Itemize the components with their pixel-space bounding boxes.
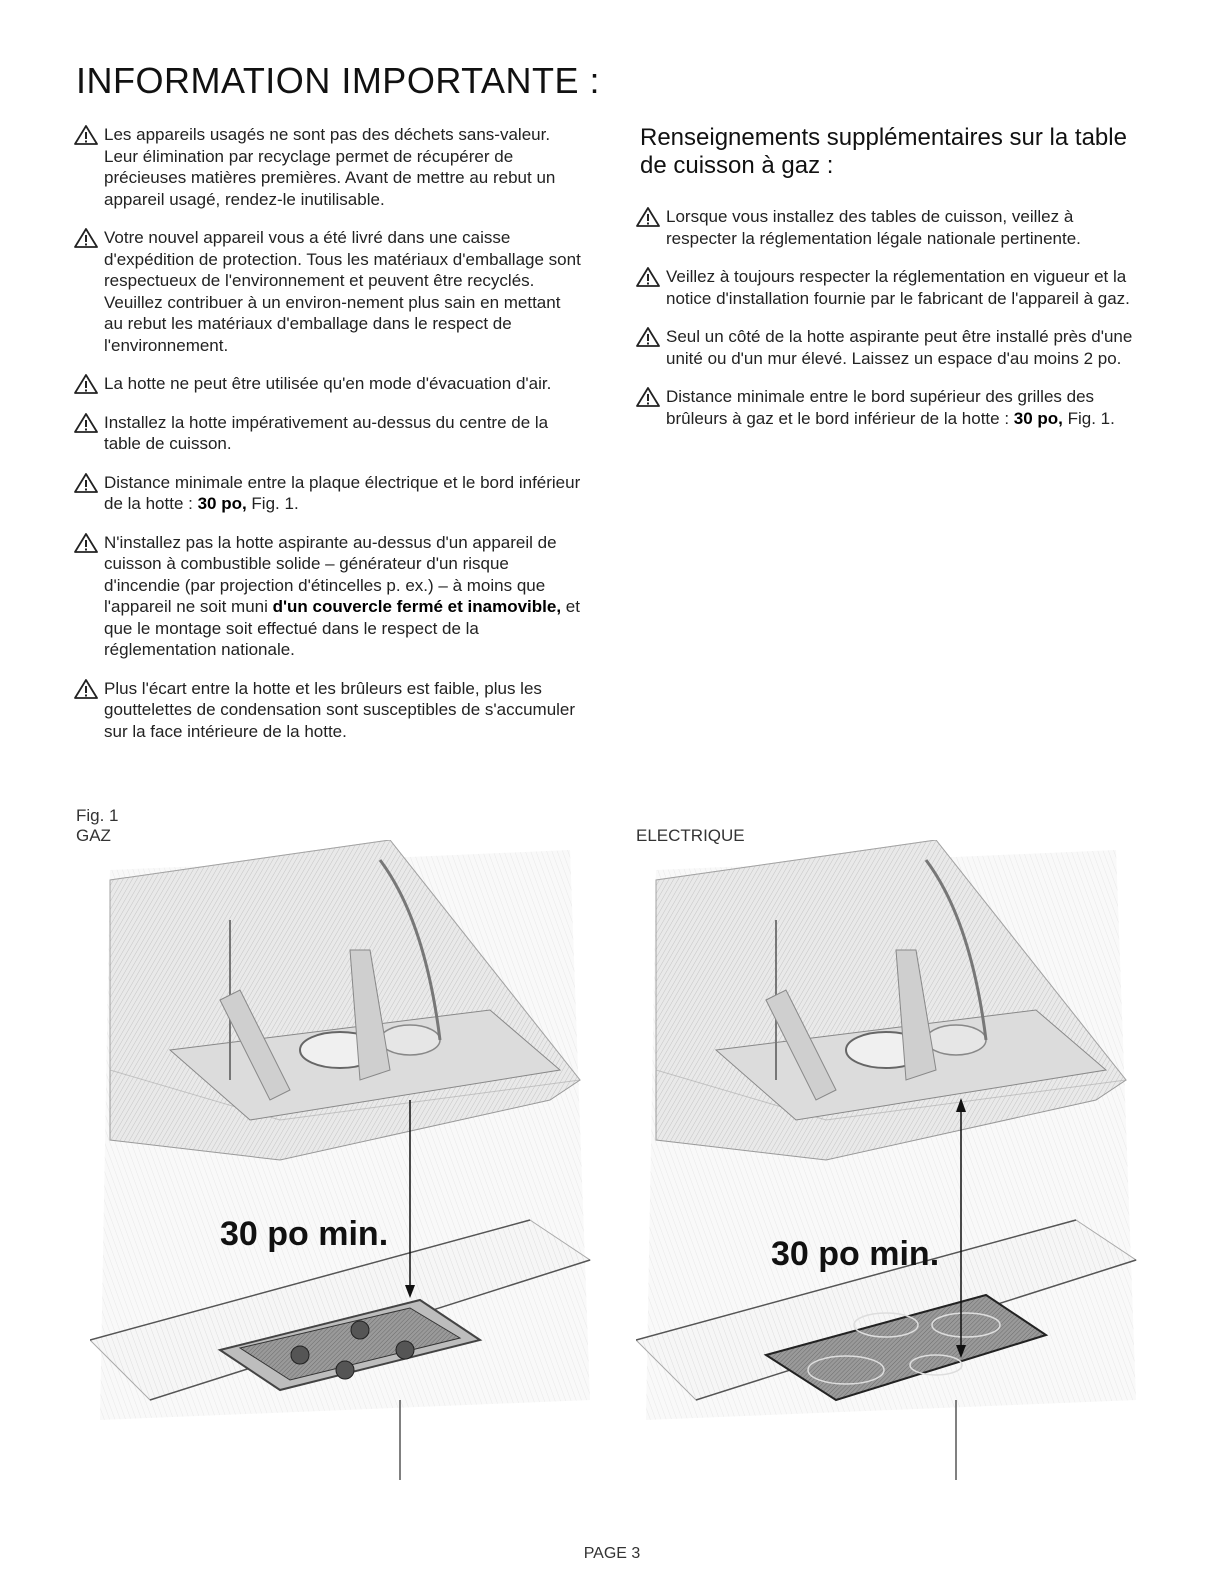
warning-text: Installez la hotte impérativement au-dessus du centre de la table de cuisson. — [104, 412, 549, 453]
warning-text — [666, 387, 1115, 428]
warning-triangle-icon — [74, 124, 98, 146]
warning-triangle-icon — [74, 412, 98, 434]
warning-text-bold: 30 po, — [197, 494, 247, 513]
warning-text: La hotte ne peut être utilisée qu'en mode d'évacuation d'air. — [104, 374, 552, 393]
gas-cooktop-illustration — [90, 840, 610, 1490]
warning-item — [74, 678, 584, 743]
warning-item — [636, 386, 1146, 429]
warning-triangle-icon — [74, 373, 98, 395]
warning-text-before: Distance minimale entre le bord supérieur des grilles des brûleurs à gaz et le bord inférieur de la hotte : — [666, 387, 1095, 428]
figure-caption: Fig. 1 — [76, 806, 119, 825]
right-warning-list — [636, 206, 1146, 429]
warning-text: Lorsque vous installez des tables de cuisson, veillez à respecter la réglementation légale nationale pertinente. — [666, 207, 1081, 248]
warning-text-before: N'installez pas la hotte aspirante au-dessus d'un appareil de cuisson à combustible solide – générateur d'un risque d'incendie (par projection d'étincelles p. ex.) – à moins que l'appareil ne soit muni — [104, 532, 557, 616]
warning-text-after: Fig. 1. — [1062, 408, 1115, 428]
warning-triangle-icon — [74, 532, 98, 554]
figure-label-gas: GAZ — [76, 826, 111, 845]
warning-triangle-icon — [636, 206, 660, 228]
electric-cooktop-illustration — [636, 840, 1156, 1490]
warning-triangle-icon — [636, 386, 660, 408]
page-title: INFORMATION IMPORTANTE : — [76, 60, 600, 101]
warning-item — [74, 532, 584, 661]
figure-label-electric: ELECTRIQUE — [636, 826, 745, 845]
warning-text — [104, 533, 580, 660]
warning-item — [74, 472, 584, 515]
warning-item — [636, 206, 1146, 249]
warning-triangle-icon — [636, 266, 660, 288]
warning-item — [636, 266, 1146, 309]
warning-item — [74, 412, 584, 455]
warning-item — [74, 227, 584, 356]
warning-text: Veillez à toujours respecter la réglementation en vigueur et la notice d'installation fournie par le fabricant de l'appareil à gaz. — [666, 267, 1130, 308]
warning-item — [74, 373, 584, 395]
warning-text-after: et que le montage soit effectué dans le respect de la réglementation nationale. — [104, 597, 580, 659]
warning-text: Seul un côté de la hotte aspirante peut être installé près d'une unité ou d'un mur élevé. Laissez un espace d'au moins 2 po. — [666, 327, 1133, 368]
warning-triangle-icon — [74, 227, 98, 249]
electric-dimension-label: 30 po min. — [771, 1235, 940, 1273]
gas-dimension-label: 30 po min. — [220, 1215, 389, 1253]
warning-triangle-icon — [74, 678, 98, 700]
warning-text — [104, 473, 580, 514]
left-column — [74, 124, 584, 759]
warning-text-before: Distance minimale entre la plaque électrique et le bord inférieur de la hotte : — [104, 472, 581, 513]
warning-text: Plus l'écart entre la hotte et les brûleurs est faible, plus les gouttelettes de condensation sont susceptibles de s'accumuler sur la face intérieure de la hotte. — [104, 678, 576, 741]
warning-text-bold: 30 po, — [1013, 408, 1063, 428]
warning-text: Les appareils usagés ne sont pas des déchets sans-valeur. Leur élimination par recyclage permet de récupérer de précieuses matières premières. Avant de mettre au rebut un appareil usagé, rendez-le inutilisable. — [104, 125, 556, 209]
section-subtitle: Renseignements supplémentaires sur la table de cuisson à gaz : — [640, 124, 1127, 179]
warning-item — [636, 326, 1146, 369]
warning-text: Votre nouvel appareil vous a été livré dans une caisse d'expédition de protection. Tous les matériaux d'emballage sont respectueux de l'environnement et peuvent être recyclés. Veuillez contribuer à un environ-nement plus sain en mettant au rebut les matériaux d'emballage dans le respect de l'environnement. — [104, 228, 581, 355]
warning-text-after: Fig. 1. — [246, 494, 299, 513]
page-number: PAGE 3 — [583, 1545, 641, 1562]
warning-item — [74, 124, 584, 210]
warning-triangle-icon — [636, 326, 660, 348]
right-column — [636, 124, 1146, 446]
warning-text-bold: d'un couvercle fermé et inamovible, — [272, 597, 562, 616]
warning-triangle-icon — [74, 472, 98, 494]
